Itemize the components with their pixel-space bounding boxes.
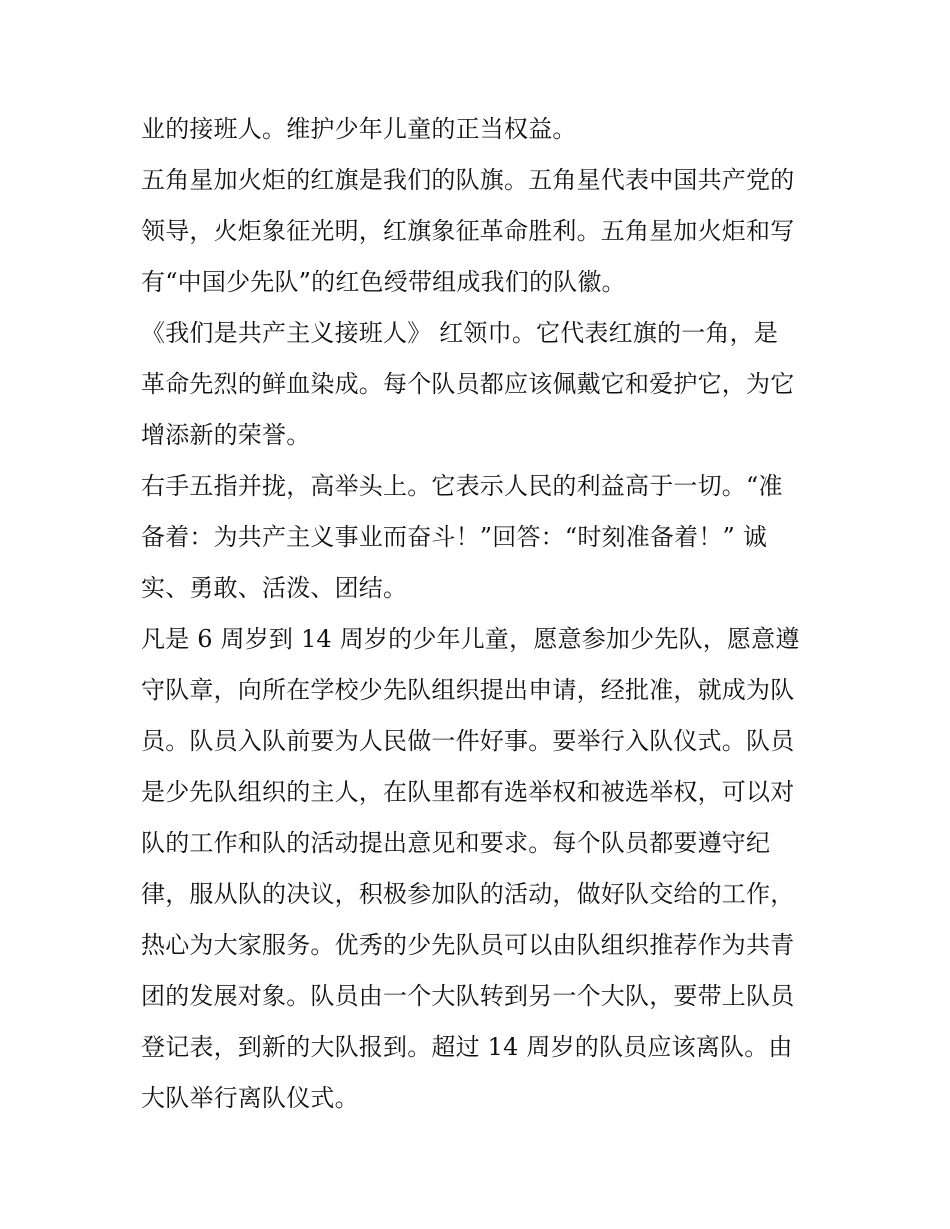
text-line: 热心为大家服务。优秀的少先队员可以由队组织推荐作为共青 <box>141 931 795 959</box>
text-line: 登记表，到新的大队报到。超过 14 周岁的队员应该离队。由 <box>141 1033 793 1061</box>
text-line: 业的接班人。维护少年儿童的正当权益。 <box>141 115 577 143</box>
text-line: 领导，火炬象征光明，红旗象征革命胜利。五角星加火炬和写 <box>141 217 795 245</box>
text-line: 右手五指并拢，高举头上。它表示人民的利益高于一切。“准 <box>141 472 783 500</box>
text-line: 备着：为共产主义事业而奋斗！”回答：“时刻准备着！” 诚 <box>141 523 768 551</box>
text-line: 员。队员入队前要为人民做一件好事。要举行入队仪式。队员 <box>141 727 795 755</box>
text-line: 守队章，向所在学校少先队组织提出申请，经批准，就成为队 <box>141 676 795 704</box>
text-line: 是少先队组织的主人，在队里都有选举权和被选举权，可以对 <box>141 778 795 806</box>
text-line: 《我们是共产主义接班人》 红领巾。它代表红旗的一角，是 <box>141 319 779 347</box>
text-line: 团的发展对象。队员由一个大队转到另一个大队，要带上队员 <box>141 982 795 1010</box>
text-line: 大队举行离队仪式。 <box>141 1084 359 1112</box>
text-line: 实、勇敢、活泼、团结。 <box>141 574 408 602</box>
text-line: 队的工作和队的活动提出意见和要求。每个队员都要遵守纪 <box>141 829 771 857</box>
text-line: 增添新的荣誉。 <box>141 421 311 449</box>
text-line: 革命先烈的鲜血染成。每个队员都应该佩戴它和爱护它，为它 <box>141 370 795 398</box>
text-line: 律，服从队的决议，积极参加队的活动，做好队交给的工作， <box>141 880 795 908</box>
text-line: 五角星加火炬的红旗是我们的队旗。五角星代表中国共产党的 <box>141 166 795 194</box>
text-line: 有“中国少先队”的红色绶带组成我们的队徽。 <box>141 268 626 296</box>
text-line: 凡是 6 周岁到 14 周岁的少年儿童，愿意参加少先队，愿意遵 <box>141 625 800 653</box>
